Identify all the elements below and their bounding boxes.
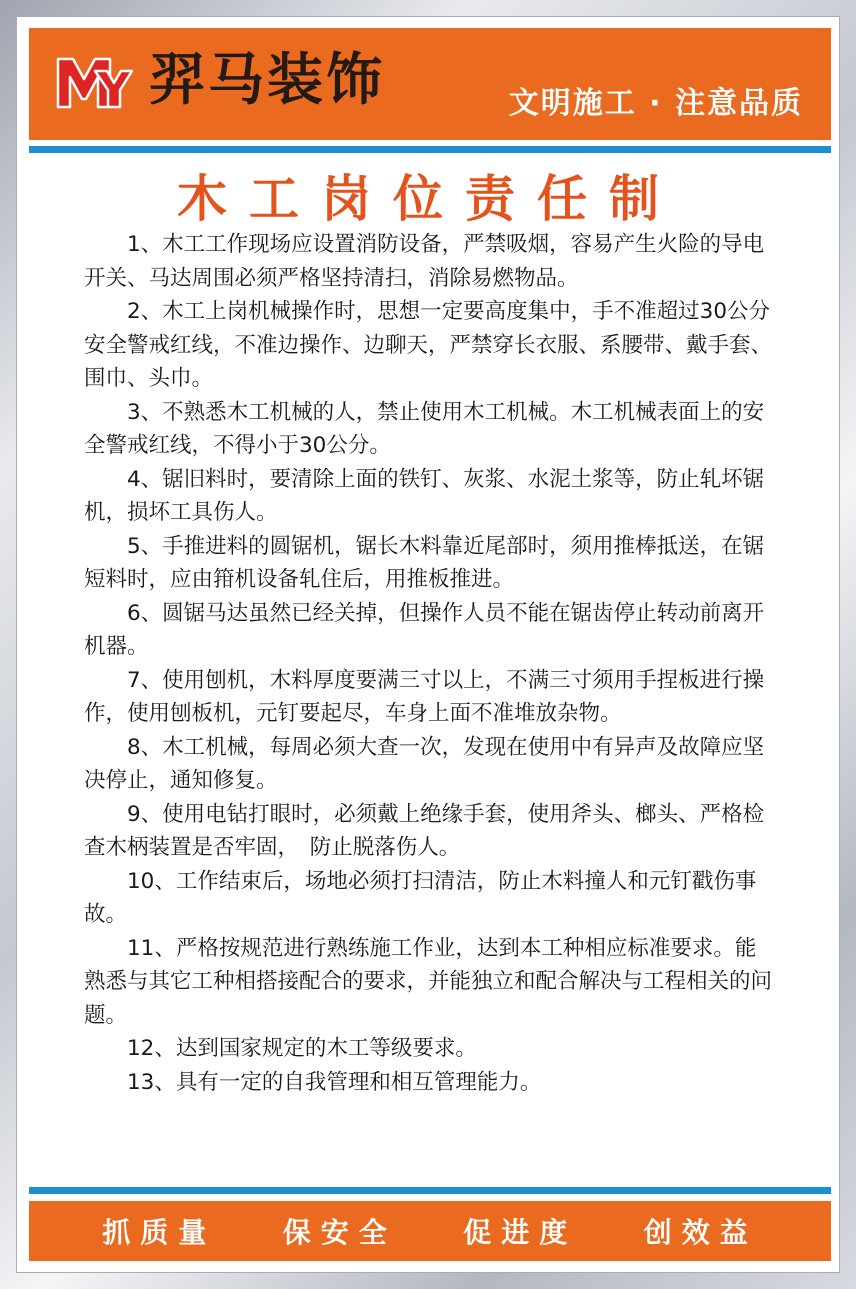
brand-name: 羿马装饰 (149, 48, 385, 113)
rule-item: 10、工作结束后，场地必须打扫清洁，防止木料撞人和元钉戳伤事故。 (84, 868, 757, 927)
rule-item: 5、手推进料的圆锯机，锯长木料靠近尾部时，须用推棒抵送，在锯短料时，应由箝机设备轧住后，用推板推进。 (84, 533, 765, 592)
top-divider-stripe (29, 146, 831, 153)
my-logo-icon (55, 55, 133, 111)
footer-slogan-efficiency: 创效益 (643, 1216, 758, 1249)
header-slogan: 文明施工 · 注意品质 (508, 86, 803, 121)
bottom-divider-stripe (29, 1187, 831, 1194)
rule-item: 13、具有一定的自我管理和相互管理能力。 (127, 1069, 542, 1095)
rule-item: 6、圆锯马达虽然已经关掉，但操作人员不能在锯齿停止转动前离开机器。 (84, 600, 765, 659)
footer-slogan-progress: 促进度 (463, 1216, 578, 1249)
rules-list (84, 228, 774, 1099)
page-title: 木工岗位责任制 (177, 170, 681, 228)
header-banner (29, 28, 831, 140)
rule-item: 12、达到国家规定的木工等级要求。 (127, 1036, 477, 1061)
rule-item: 4、锯旧料时，要清除上面的铁钉、灰浆、水泥土浆等，防止轧坏锯机，损坏工具伤人。 (84, 466, 765, 525)
footer-slogan-quality: 抓质量 (102, 1216, 217, 1249)
rule-item: 1、木工工作现场应设置消防设备，严禁吸烟，容易产生火险的导电开关、马达周围必须严格坚持清扫，消除易燃物品。 (84, 232, 765, 291)
rule-item: 11、严格按规范进行熟练施工作业，达到本工种相应标准要求。能熟悉与其它工种相搭接配合的要求，并能独立和配合解决与工程相关的问题。 (84, 935, 773, 1028)
rule-item: 3、不熟悉木工机械的人，禁止使用木工机械。木工机械表面上的安全警戒红线，不得小于30公分。 (84, 399, 765, 458)
rule-item: 9、使用电钻打眼时，必须戴上绝缘手套，使用斧头、榔头、严格检查木柄装置是否牢固， 防止脱落伤人。 (84, 801, 765, 860)
footer-banner (29, 1201, 831, 1261)
rule-item: 2、木工上岗机械操作时，思想一定要高度集中，手不准超过30公分安全警戒红线，不准边操作、边聊天，严禁穿长衣服、系腰带、戴手套、围巾、头巾。 (84, 299, 773, 391)
footer-slogan-safety: 保安全 (282, 1216, 397, 1249)
rule-item: 8、木工机械，每周必须大查一次，发现在使用中有异声及故障应坚决停止，通知修复。 (84, 734, 765, 793)
board-panel (16, 16, 840, 1273)
rule-item: 7、使用刨机，木料厚度要满三寸以上，不满三寸须用手捏板进行操作，使用刨板机，元钉要起尽，车身上面不准堆放杂物。 (84, 667, 765, 726)
